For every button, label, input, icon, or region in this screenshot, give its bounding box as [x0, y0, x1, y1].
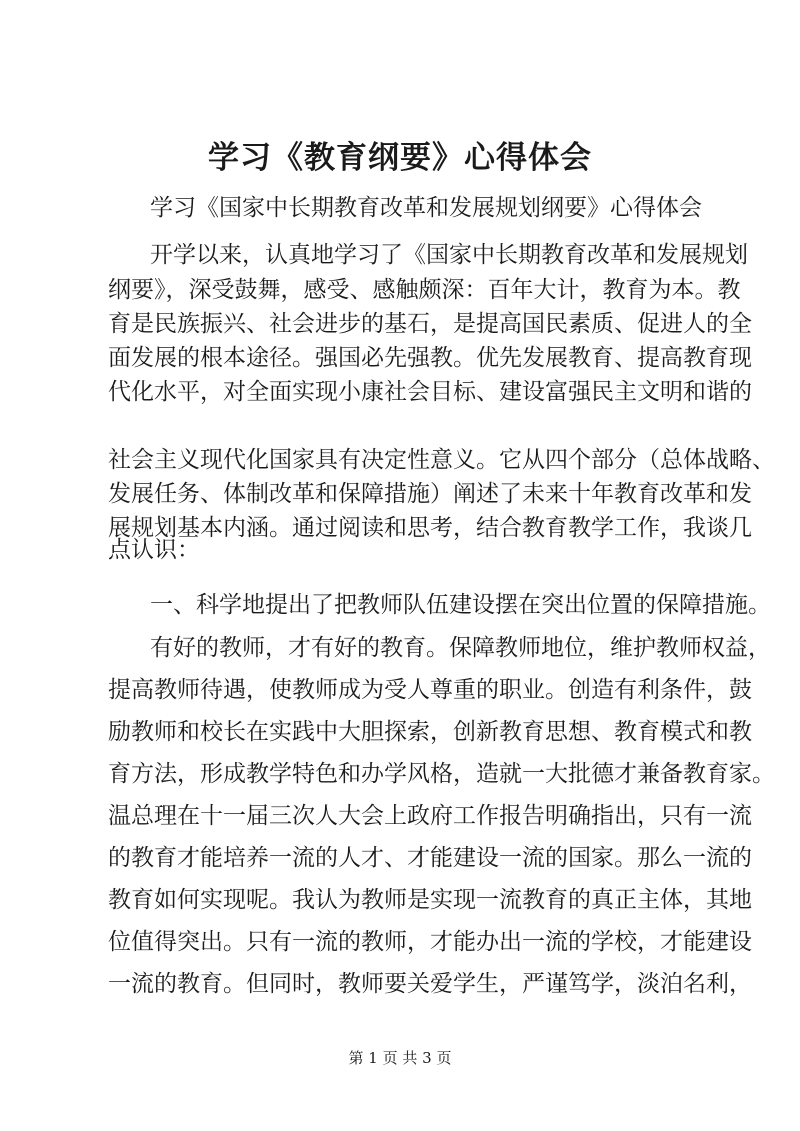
document-title: 学习《教育纲要》心得体会	[208, 140, 592, 176]
body-line: 教育如何实现呢。我认为教师是实现一流教育的真正主体，其地	[108, 887, 752, 913]
body-line: 温总理在十一届三次人大会上政府工作报告明确指出，只有一流	[108, 803, 752, 829]
body-line: 育方法，形成教学特色和办学风格，造就一大批德才兼备教育家。	[108, 761, 775, 787]
body-line: 位值得突出。只有一流的教师，才能办出一流的学校，才能建设	[108, 929, 752, 955]
body-line: 育是民族振兴、社会进步的基石，是提高国民素质、促进人的全	[108, 311, 752, 337]
body-line: 一流的教育。但同时，教师要关爱学生，严谨笃学，淡泊名利，	[108, 971, 752, 997]
body-line: 的教育才能培养一流的人才、才能建设一流的国家。那么一流的	[108, 845, 752, 871]
body-line: 社会主义现代化国家具有决定性意义。它从四个部分（总体战略、	[108, 447, 775, 473]
body-line: 纲要》，深受鼓舞，感受、感触颇深：百年大计，教育为本。教	[108, 277, 741, 303]
body-line: 点认识：	[108, 537, 200, 563]
document-subtitle: 学习《国家中长期教育改革和发展规划纲要》心得体会	[150, 195, 702, 221]
body-line: 开学以来，认真地学习了《国家中长期教育改革和发展规划	[150, 242, 748, 268]
body-line: 提高教师待遇，使教师成为受人尊重的职业。创造有利条件，鼓	[108, 677, 752, 703]
body-line: 有好的教师，才有好的教育。保障教师地位，维护教师权益，	[150, 635, 771, 661]
body-line: 代化水平，对全面实现小康社会目标、建设富强民主文明和谐的	[108, 379, 752, 405]
section-heading: 一、科学地提出了把教师队伍建设摆在突出位置的保障措施。	[150, 592, 771, 618]
body-line: 面发展的根本途径。强国必先强教。优先发展教育、提高教育现	[108, 345, 752, 371]
body-line: 励教师和校长在实践中大胆探索，创新教育思想、教育模式和教	[108, 719, 752, 745]
body-line: 展规划基本内涵。通过阅读和思考，结合教育教学工作，我谈几	[108, 515, 752, 541]
page-footer: 第 1 页 共 3 页	[348, 1049, 452, 1067]
body-line: 发展任务、体制改革和保障措施）阐述了未来十年教育改革和发	[108, 481, 752, 507]
